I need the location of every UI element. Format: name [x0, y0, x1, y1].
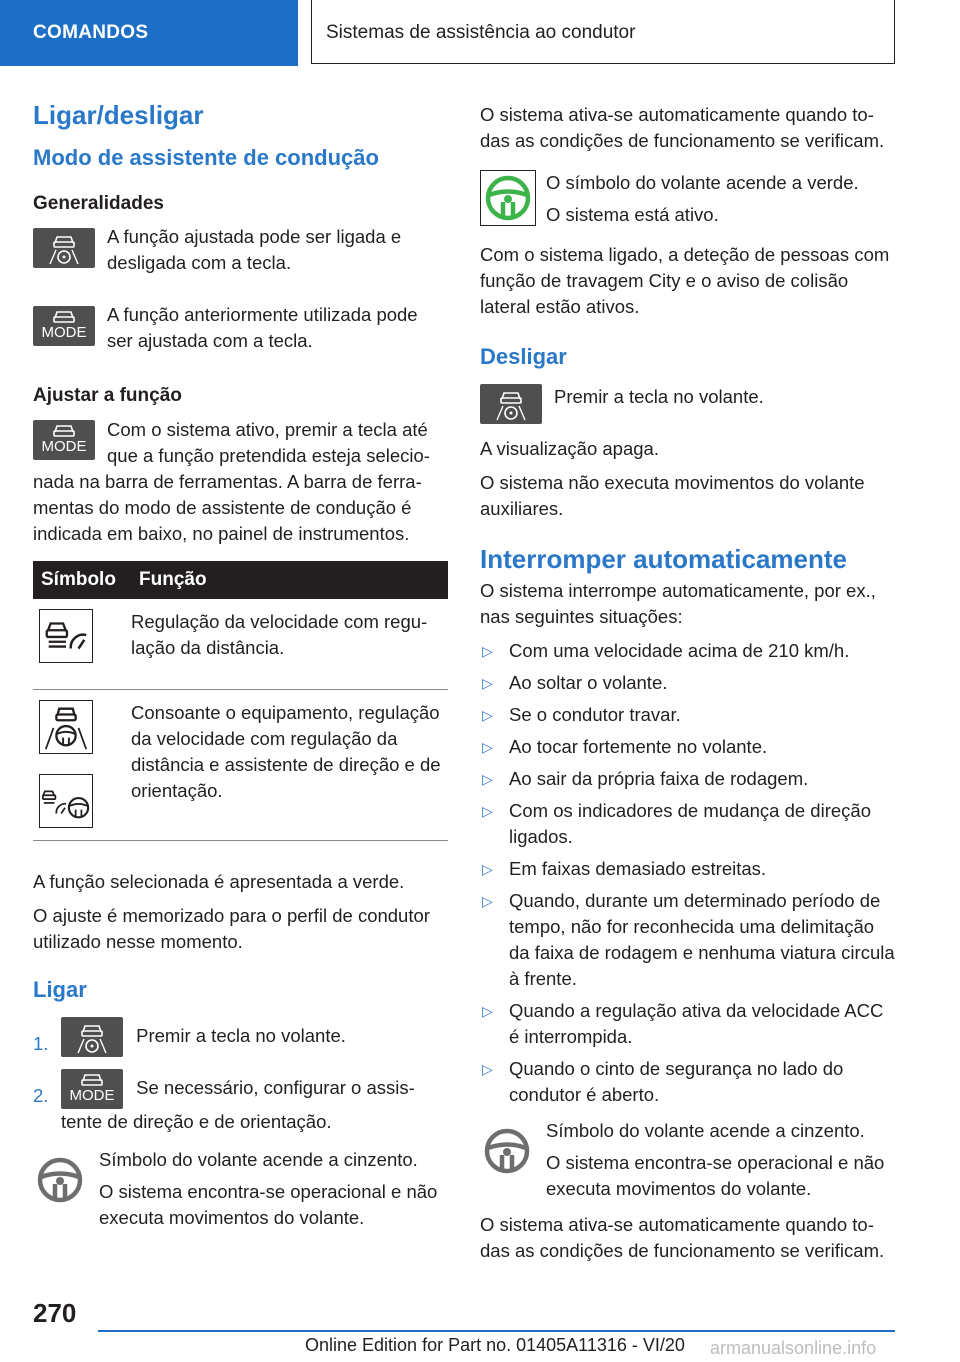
table-cell-function: Consoante o equipamento, regulação da velocidade com regulação da distância e assistente de direção e de orientação. [131, 689, 448, 840]
bullet: ▷ [482, 1002, 493, 1019]
wheel-status [480, 1118, 895, 1202]
bullet: ▷ [482, 860, 493, 877]
paragraph: O ajuste é memorizado para o perfil de condutor utilizado nesse momento. [33, 904, 430, 952]
list-item [480, 1056, 895, 1108]
wheel-status [33, 1147, 448, 1231]
table-row [33, 599, 448, 690]
list-item [33, 1017, 448, 1057]
adjust-text: Com o sistema ativo, premir a tecla até que a função pretendida esteja selecionada na barra de ferramentas. A barra de ferramentas do modo de assistente de condução é indicada em baixo, no painel de instrumentos. [33, 418, 430, 544]
general-heading: Generalidades [33, 192, 164, 214]
table-header-symbol: Símbolo [33, 561, 131, 599]
list-item-text: Com uma velocidade acima de 210 km/h. [509, 639, 850, 661]
list-item-text: Ao soltar o volante. [509, 671, 668, 693]
mode-button-label: MODE [69, 1087, 115, 1105]
steering-wheel-green-icon [481, 171, 535, 225]
section-tab: COMANDOS [0, 0, 298, 66]
wheel-status-line: Símbolo do volante acende a cinzento. [99, 1149, 418, 1171]
list-item-text: Ao sair da própria faixa de rodagem. [509, 767, 809, 789]
off-step [480, 384, 895, 424]
list-item [480, 702, 895, 728]
distance-steering-icon [39, 774, 93, 828]
list-item-text: Em faixas demasiado estreitas. [509, 857, 767, 879]
off-heading: Desligar [480, 344, 567, 369]
bullet: ▷ [482, 642, 493, 659]
general-item [33, 224, 448, 276]
list-item [480, 638, 895, 664]
speed-distance-control-icon [39, 609, 93, 663]
page-header [0, 0, 960, 66]
list-item [33, 1069, 448, 1135]
list-item [480, 888, 895, 992]
table-header-function: Função [131, 561, 448, 599]
bullet: ▷ [482, 802, 493, 819]
paragraph: A visualização apaga. [480, 438, 659, 460]
table-cell-symbol [33, 689, 131, 840]
wheel-status-line: O símbolo do volante acende a verde. [546, 172, 859, 193]
wheel-status-line: O sistema está ativo. [546, 204, 719, 225]
list-item-text: Com os indicadores de mudança de direção ligados. [509, 799, 871, 847]
chapter-title: Sistemas de assistência ao condutor [311, 0, 895, 64]
mode-button-label: MODE [41, 324, 87, 342]
mode-button-icon [61, 1069, 123, 1109]
paragraph: O sistema não executa movimentos do volante auxiliares. [480, 472, 865, 520]
wheel-status-line: O sistema encontra-se operacional e não executa movimentos do volante. [546, 1151, 885, 1199]
driver-assist-button-icon [61, 1017, 123, 1057]
adjust-paragraph [33, 417, 448, 547]
mode-button-icon [33, 306, 95, 346]
steering-lane-assist-icon [39, 700, 93, 754]
general-item [33, 302, 448, 354]
list-item-text: Quando o cinto de segurança no lado do condutor é aberto. [509, 1057, 844, 1105]
steering-wheel-grey-icon [33, 1153, 87, 1207]
on-steps [33, 1017, 448, 1135]
step-text: Premir a tecla no volante. [136, 1025, 346, 1047]
paragraph: O sistema ativa-se automaticamente quando todas as condições de funcionamento se verificam. [480, 104, 885, 151]
list-item-text: Se o condutor travar. [509, 703, 681, 725]
wheel-status [480, 170, 895, 230]
general-item-text: A função ajustada pode ser ligada e desligada com a tecla. [107, 226, 402, 274]
table-cell-function: Regulação da velocidade com regulação da distância. [131, 599, 448, 690]
list-item-text: Ao tocar fortemente no volante. [509, 735, 768, 757]
list-item-text: Quando a regulação ativa da velocidade ACC é interrompida. [509, 999, 884, 1047]
left-column [33, 96, 448, 1245]
section-title: Ligar/desligar [33, 100, 204, 130]
paragraph: Com o sistema ligado, a deteção de pessoas com função de travagem City e o aviso de colisão lateral estão ativos. [480, 244, 890, 317]
bullet: ▷ [482, 1060, 493, 1077]
edition-text: Online Edition for Part no. 01405A11316 - VI/20 [305, 1335, 685, 1355]
bullet: ▷ [482, 674, 493, 691]
driver-assist-button-icon [480, 384, 542, 424]
table-cell-symbol [33, 599, 131, 690]
bullet: ▷ [482, 770, 493, 787]
driver-assist-button-icon [33, 228, 95, 268]
section-subtitle: Modo de assistente de condução [33, 145, 379, 171]
page-number: 270 [33, 1298, 77, 1328]
adjust-heading: Ajustar a função [33, 385, 182, 407]
off-step-text: Premir a tecla no volante. [554, 386, 764, 408]
step-text: Se necessário, configurar o assistente de direção e de orientação. [61, 1077, 415, 1133]
table-row [33, 689, 448, 840]
list-item [480, 856, 895, 882]
bullet: ▷ [482, 706, 493, 723]
list-item [480, 734, 895, 760]
right-column [480, 102, 895, 1272]
list-item [480, 766, 895, 792]
mode-button-label: MODE [41, 437, 87, 455]
bullet: ▷ [482, 738, 493, 755]
list-item [480, 798, 895, 850]
paragraph: A função selecionada é apresentada a verde. [33, 870, 405, 892]
wheel-status-line: O sistema encontra-se operacional e não executa movimentos do volante. [99, 1181, 438, 1229]
interrupt-heading: Interromper automaticamente [480, 544, 847, 575]
steering-wheel-grey-icon [480, 1124, 534, 1178]
list-item [480, 998, 895, 1050]
paragraph: O sistema interrompe automaticamente, por ex., nas seguintes situações: [480, 579, 876, 627]
watermark: armanualsonline.info [710, 1338, 877, 1358]
bullet: ▷ [482, 892, 493, 909]
step-number: 1. [33, 1033, 49, 1055]
mode-button-icon [33, 420, 95, 460]
step-number: 2. [33, 1085, 49, 1107]
list-item [480, 670, 895, 696]
footer-divider [98, 1330, 895, 1332]
interrupt-list [480, 638, 895, 1108]
wheel-status-line: Símbolo do volante acende a cinzento. [546, 1119, 865, 1141]
paragraph: O sistema ativa-se automaticamente quando todas as condições de funcionamento se verificam. [480, 1213, 885, 1261]
on-heading: Ligar [33, 976, 87, 1002]
general-item-text: A função anteriormente utilizada pode ser ajustada com a tecla. [107, 304, 418, 352]
list-item-text: Quando, durante um determinado período de tempo, não for reconhecida uma delimitação da faixa de rodagem e nenhuma viatura circula à frente. [509, 889, 895, 989]
symbol-table [33, 561, 448, 841]
